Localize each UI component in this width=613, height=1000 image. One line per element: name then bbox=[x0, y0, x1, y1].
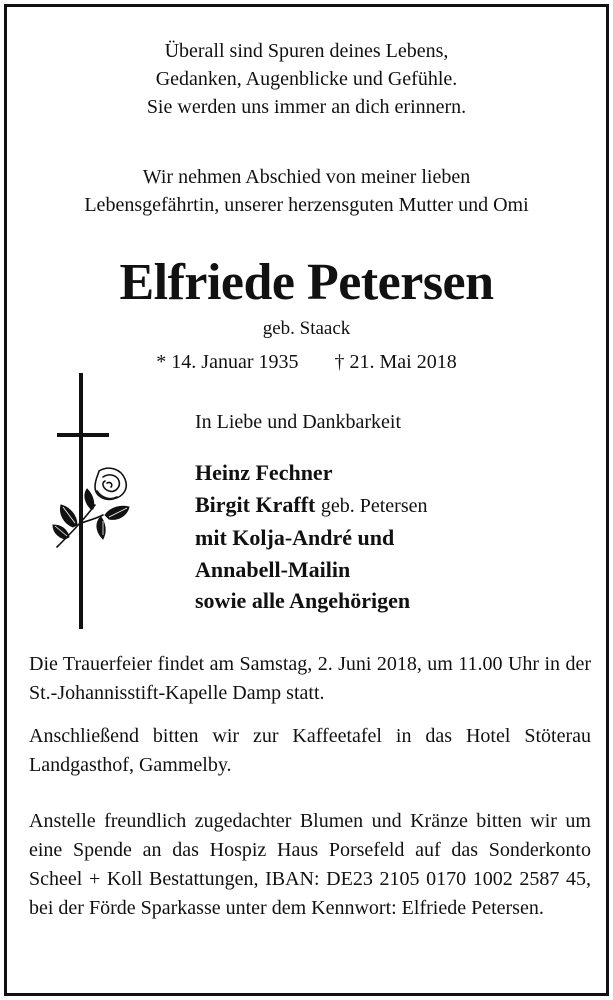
mourner: Annabell-Mailin bbox=[195, 556, 351, 582]
mourner-birth-name: geb. Petersen bbox=[320, 494, 428, 517]
obituary-frame bbox=[4, 4, 609, 996]
birth-name: geb. Staack bbox=[262, 318, 351, 339]
cross-bar bbox=[57, 433, 109, 437]
poem-line: Sie werden uns immer an dich erinnern. bbox=[146, 96, 467, 118]
poem-line: Gedanken, Augenblicke und Gefühle. bbox=[155, 68, 458, 90]
poem-line: Überall sind Spuren deines Lebens, bbox=[164, 40, 449, 62]
rose-icon bbox=[51, 465, 131, 551]
thanks-line: In Liebe und Dankbarkeit bbox=[195, 411, 402, 433]
birth-date: * 14. Januar 1935 bbox=[156, 351, 299, 373]
mourners-list bbox=[195, 457, 428, 617]
funeral-info: Die Trauerfeier findet am Samstag, 2. Juni 2018, um 11.00 Uhr in der St.-Johannisstift-Kapelle Damp statt. bbox=[29, 653, 591, 704]
poem bbox=[7, 37, 606, 121]
donation-info: Anstelle freundlich zugedachter Blumen und Kränze bitten wir um eine Spende an das Hospiz Haus Porsefeld auf das Sonderkonto Scheel + Koll Bestattungen, IBAN: DE23 2105 0170 1002 2587 45, bei der Förde Sparkasse unter dem Kennwort: Elfriede Petersen. bbox=[29, 810, 591, 919]
intro-line: Lebensgefährtin, unserer herzensguten Mutter und Omi bbox=[84, 194, 529, 216]
mourner bbox=[195, 489, 428, 523]
death-date: † 21. Mai 2018 bbox=[334, 351, 457, 373]
mourner-name: Birgit Krafft bbox=[195, 491, 316, 517]
mourner: mit Kolja-André und bbox=[195, 525, 395, 550]
coffee-info: Anschließend bitten wir zur Kaffeetafel in das Hotel Stöterau Landgasthof, Gammelby. bbox=[29, 725, 591, 776]
mourner: Heinz Fechner bbox=[195, 460, 333, 485]
life-dates bbox=[7, 349, 606, 375]
deceased-name: Elfriede Petersen bbox=[119, 254, 494, 311]
intro-text bbox=[7, 163, 606, 219]
mourner: sowie alle Angehörigen bbox=[195, 588, 411, 613]
intro-line: Wir nehmen Abschied von meiner lieben bbox=[142, 166, 471, 188]
